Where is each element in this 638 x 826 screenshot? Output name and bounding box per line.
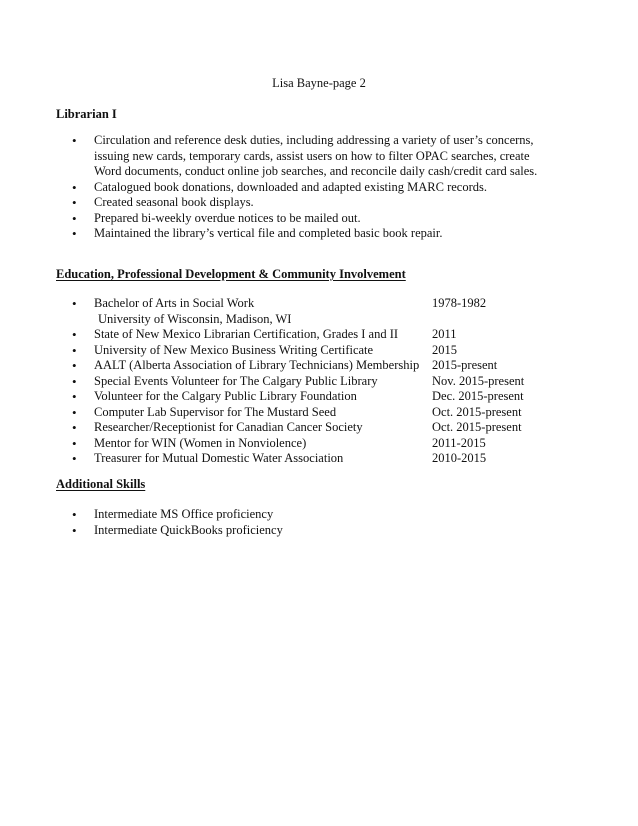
item-description: • State of New Mexico Librarian Certification, Grades I and II [94,327,399,341]
item-date: 2011-2015 [432,435,486,450]
list-item: • Intermediate QuickBooks proficiency [72,523,552,539]
item-description: • Treasurer for Mutual Domestic Water Association [94,451,344,465]
item-date: 1978-1982 [432,296,487,310]
item-date: Dec. 2015-present [432,389,524,403]
item-description: • Researcher/Receptionist for Canadian Cancer Society [94,420,363,434]
item-institution: University of Wisconsin, Madison, WI [98,311,292,326]
item-description: • University of New Mexico Business Writing Certificate [94,342,374,357]
item-date: 2010-2015 [432,451,487,465]
list-item [72,374,532,390]
item-description: • Computer Lab Supervisor for The Mustard Seed [94,404,337,419]
item-description: • Mentor for WIN (Women in Nonviolence) [94,435,307,450]
item-date: Oct. 2015-present [432,420,522,434]
list-item: • Circulation and reference desk duties, including addressing a variety of user’s concerns, issuing new cards, temporary cards, assist users on how to filter OPAC searches, create Word documents, conduct online job searches, and reconcile daily cash/credit card sales. [72,133,552,180]
list-item: • Created seasonal book displays. [72,195,552,211]
list-item [72,420,532,436]
item-description: • Bachelor of Arts in Social Work [94,296,255,310]
list-item: • Prepared bi-weekly overdue notices to be mailed out. [72,211,552,227]
item-date: Nov. 2015-present [432,373,525,388]
list-item [72,327,532,343]
list-item: • Catalogued book donations, downloaded and adapted existing MARC records. [72,180,552,196]
list-item [72,358,532,374]
item-description: • Volunteer for the Calgary Public Library Foundation [94,389,357,403]
item-date: 2011 [432,327,457,341]
list-item [72,451,532,467]
item-description: • AALT (Alberta Association of Library Technicians) Membership [94,358,420,372]
education-heading: Education, Professional Development & Community Involvement [56,267,406,281]
list-item [72,436,532,452]
librarian-heading: Librarian I [56,107,117,121]
page-header: Lisa Bayne-page 2 [272,76,366,90]
skills-heading: Additional Skills [56,477,146,491]
education-list [72,296,532,467]
skills-list [72,507,552,538]
list-item [72,389,532,405]
item-description: • Special Events Volunteer for The Calgary Public Library [94,373,378,388]
list-item: • Maintained the library’s vertical file and completed basic book repair. [72,226,552,242]
item-date: 2015 [432,342,457,357]
list-item [72,343,532,359]
list-item [72,405,532,421]
item-date: Oct. 2015-present [432,404,522,419]
list-item: • Intermediate MS Office proficiency [72,507,552,523]
item-date: 2015-present [432,358,498,372]
list-item [72,296,532,327]
librarian-duties-list [72,133,552,242]
